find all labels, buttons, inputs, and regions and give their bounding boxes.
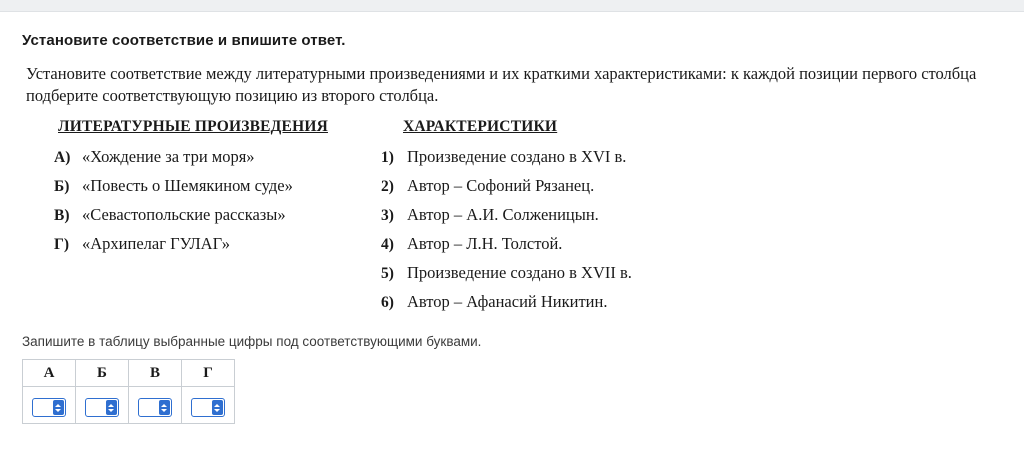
list-item bbox=[36, 175, 381, 197]
list-item-marker: 4) bbox=[381, 235, 394, 253]
chevron-up-icon bbox=[161, 404, 167, 407]
list-item-label: «Архипелаг ГУЛАГ» bbox=[82, 233, 230, 253]
table-header-cell: В bbox=[129, 360, 182, 387]
table-header-row bbox=[23, 360, 235, 387]
list-item-marker: Б) bbox=[54, 177, 70, 195]
task-instructions: Установите соответствие между литературными произведениями и их краткими характеристиками: к каждой позиции первого столбца подберите соответствующую позицию из второго столбца. bbox=[26, 64, 977, 106]
updown-stepper-icon[interactable] bbox=[106, 400, 117, 415]
list-item-marker: В) bbox=[54, 206, 70, 224]
chevron-down-icon bbox=[108, 409, 114, 412]
table-header-cell: Б bbox=[76, 360, 129, 387]
list-item-label: Автор – А.И. Солженицын. bbox=[407, 204, 599, 224]
list-item bbox=[381, 146, 941, 168]
column-header-right: ХАРАКТЕРИСТИКИ bbox=[403, 117, 558, 135]
updown-stepper-icon[interactable] bbox=[159, 400, 170, 415]
list-item-marker: А) bbox=[54, 148, 71, 166]
list-item-label: «Хождение за три моря» bbox=[82, 146, 255, 166]
list-item-label: Произведение создано в XVII в. bbox=[407, 263, 632, 283]
updown-stepper-icon[interactable] bbox=[212, 400, 223, 415]
top-bar bbox=[0, 0, 1024, 12]
list-item bbox=[381, 204, 941, 226]
list-item bbox=[36, 146, 381, 168]
answer-cell-g bbox=[182, 387, 235, 424]
list-item bbox=[381, 262, 941, 284]
column-headers bbox=[36, 118, 1002, 136]
chevron-down-icon bbox=[214, 409, 220, 412]
page-content bbox=[0, 12, 1024, 424]
answer-note: Запишите в таблицу выбранные цифры под соответствующими буквами. bbox=[22, 334, 482, 350]
list-item-marker: 6) bbox=[381, 294, 394, 312]
chevron-up-icon bbox=[55, 404, 61, 407]
list-item bbox=[36, 233, 381, 255]
list-item bbox=[381, 233, 941, 255]
list-item bbox=[381, 291, 941, 313]
list-item-label: Произведение создано в XVI в. bbox=[407, 146, 627, 166]
list-item-label: Автор – Афанасий Никитин. bbox=[407, 292, 608, 312]
list-item-label: Автор – Софоний Рязанец. bbox=[407, 175, 595, 195]
table-header-cell: Г bbox=[182, 360, 235, 387]
list-item-marker: 2) bbox=[381, 177, 394, 195]
right-list bbox=[381, 146, 941, 321]
answer-stepper-g[interactable] bbox=[191, 398, 225, 417]
column-lists bbox=[36, 146, 1002, 321]
answer-cell-a bbox=[23, 387, 76, 424]
answer-stepper-b[interactable] bbox=[85, 398, 119, 417]
list-item-label: «Повесть о Шемякином суде» bbox=[82, 175, 293, 195]
list-item-label: «Севастопольские рассказы» bbox=[82, 204, 286, 224]
list-item-marker: 3) bbox=[381, 206, 394, 224]
answer-table bbox=[22, 359, 235, 424]
answer-stepper-v[interactable] bbox=[138, 398, 172, 417]
list-item-label: Автор – Л.Н. Толстой. bbox=[407, 233, 563, 253]
table-header-cell: А bbox=[23, 360, 76, 387]
answer-cell-b bbox=[76, 387, 129, 424]
chevron-up-icon bbox=[214, 404, 220, 407]
matching-columns bbox=[36, 118, 1002, 321]
left-list bbox=[36, 146, 381, 321]
page-title: Установите соответствие и впишите ответ. bbox=[22, 32, 346, 49]
answer-cell-v bbox=[129, 387, 182, 424]
table-row bbox=[23, 387, 235, 424]
column-header-left: ЛИТЕРАТУРНЫЕ ПРОИЗВЕДЕНИЯ bbox=[58, 117, 328, 135]
chevron-up-icon bbox=[108, 404, 114, 407]
chevron-down-icon bbox=[55, 409, 61, 412]
list-item-marker: Г) bbox=[54, 235, 70, 253]
answer-stepper-a[interactable] bbox=[32, 398, 66, 417]
list-item-marker: 5) bbox=[381, 265, 394, 283]
updown-stepper-icon[interactable] bbox=[53, 400, 64, 415]
list-item bbox=[36, 204, 381, 226]
list-item-marker: 1) bbox=[381, 148, 394, 166]
list-item bbox=[381, 175, 941, 197]
chevron-down-icon bbox=[161, 409, 167, 412]
